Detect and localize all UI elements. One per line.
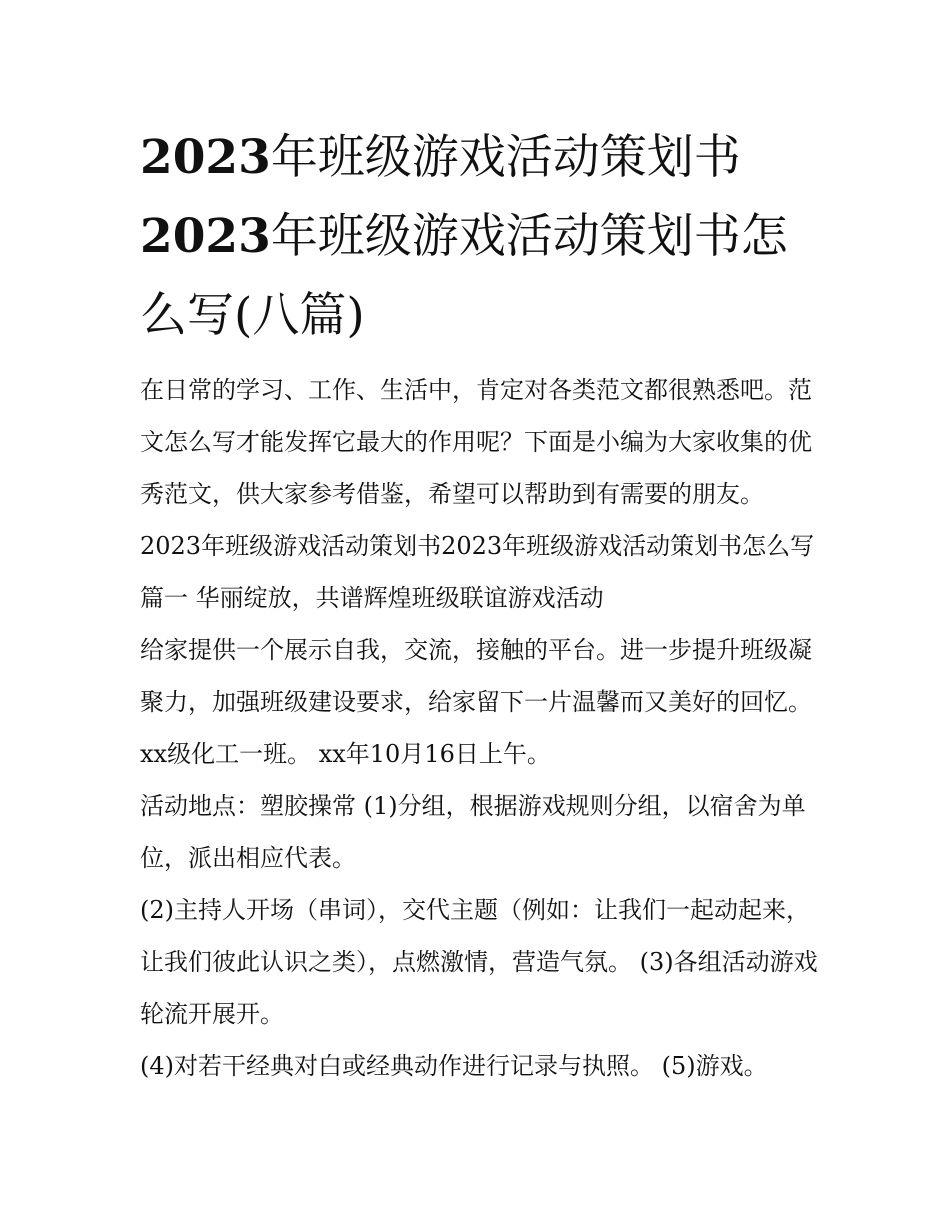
title-line2-year: 2023 [140, 209, 271, 264]
location-paragraph: 活动地点：塑胶操常 (1)分组，根据游戏规则分组，以宿舍为单位，派出相应代表。 [140, 792, 806, 872]
title-line1-year: 2023 [140, 130, 271, 185]
document-title [140, 118, 820, 355]
title-line2-text: 年班级游戏活动策划书怎 [270, 209, 788, 264]
purpose-paragraph: 给家提供一个展示自我，交流，接触的平台。进一步提升班级凝聚力，加强班级建设要求，给家留下一片温馨而又美好的回忆。 xx级化工一班。 xx年10月16日上午。 [140, 636, 812, 768]
title-line1-text: 年班级游戏活动策划书 [270, 130, 741, 185]
intro-paragraph: 在日常的学习、工作、生活中，肯定对各类范文都很熟悉吧。范文怎么写才能发挥它最大的作用呢？下面是小编为大家收集的优秀范文，供大家参考借鉴，希望可以帮助到有需要的朋友。 [140, 376, 812, 508]
article-heading-paragraph: 2023年班级游戏活动策划书2023年班级游戏活动策划书怎么写篇一 华丽绽放，共谱辉煌班级联谊游戏活动 [140, 532, 815, 612]
title-line3-text: 么写(八篇) [140, 288, 365, 343]
host-paragraph: (2)主持人开场（串词），交代主题（例如：让我们一起动起来，让我们彼此认识之类），点燃激情，营造气氛。 (3)各组活动游戏轮流开展开。 [140, 896, 818, 1028]
document-page [140, 118, 820, 1092]
record-paragraph: (4)对若干经典对白或经典动作进行记录与执照。 (5)游戏。 [140, 1052, 768, 1080]
